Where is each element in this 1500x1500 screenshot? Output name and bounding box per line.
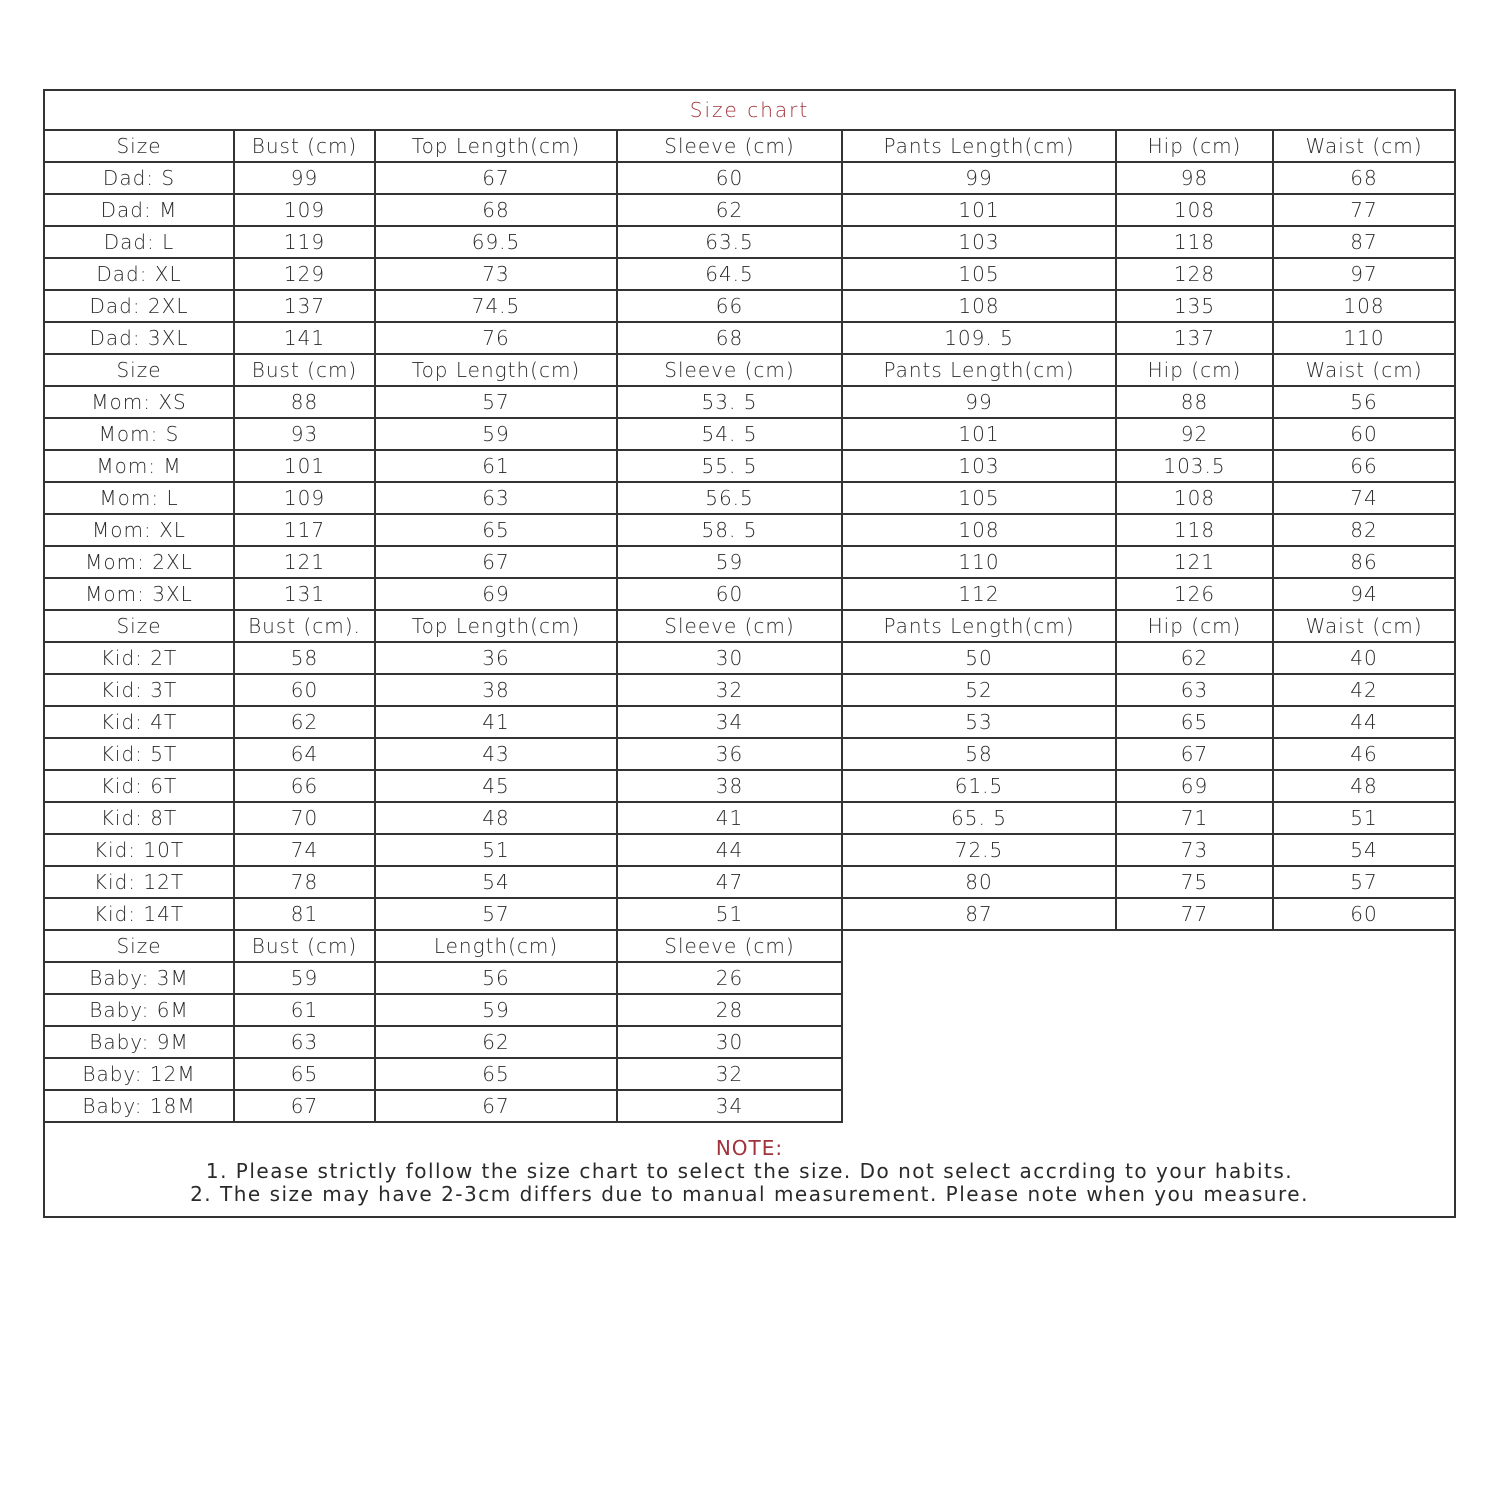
table-row bbox=[45, 194, 1454, 226]
measurement-cell: 69 bbox=[375, 578, 617, 610]
measurement-cell: 66 bbox=[1273, 450, 1454, 482]
measurement-cell: 52 bbox=[842, 674, 1116, 706]
measurement-cell: 62 bbox=[375, 1026, 617, 1058]
table-row bbox=[45, 514, 1454, 546]
measurement-cell: 72.5 bbox=[842, 834, 1116, 866]
measurement-cell: 118 bbox=[1116, 226, 1273, 258]
table-row bbox=[45, 706, 1454, 738]
size-label: Kid: 5T bbox=[45, 738, 234, 770]
measurement-cell: 57 bbox=[375, 386, 617, 418]
column-header: Bust (cm) bbox=[234, 930, 375, 962]
table-row bbox=[45, 578, 1454, 610]
measurement-cell: 65 bbox=[375, 514, 617, 546]
note-line-1: 1. Please strictly follow the size chart to select the size. Do not select accrding to your habits. bbox=[205, 1159, 1294, 1183]
column-header: Hip (cm) bbox=[1116, 130, 1273, 162]
measurement-cell: 59 bbox=[617, 546, 842, 578]
measurement-cell: 62 bbox=[234, 706, 375, 738]
measurement-cell: 108 bbox=[842, 290, 1116, 322]
measurement-cell: 58 bbox=[234, 642, 375, 674]
measurement-cell: 77 bbox=[1273, 194, 1454, 226]
measurement-cell: 92 bbox=[1116, 418, 1273, 450]
table-row bbox=[45, 866, 1454, 898]
measurement-cell: 88 bbox=[234, 386, 375, 418]
measurement-cell: 76 bbox=[375, 322, 617, 354]
size-label: Mom: M bbox=[45, 450, 234, 482]
size-label: Mom: XS bbox=[45, 386, 234, 418]
size-label: Dad: M bbox=[45, 194, 234, 226]
measurement-cell: 65 bbox=[1116, 706, 1273, 738]
measurement-cell: 44 bbox=[1273, 706, 1454, 738]
measurement-cell: 38 bbox=[375, 674, 617, 706]
measurement-cell: 58. 5 bbox=[617, 514, 842, 546]
measurement-cell: 67 bbox=[1116, 738, 1273, 770]
measurement-cell: 87 bbox=[1273, 226, 1454, 258]
column-header: Length(cm) bbox=[375, 930, 617, 962]
measurement-cell: 93 bbox=[234, 418, 375, 450]
table-row bbox=[45, 674, 1454, 706]
measurement-cell: 67 bbox=[375, 162, 617, 194]
measurement-cell: 62 bbox=[1116, 642, 1273, 674]
measurement-cell: 60 bbox=[1273, 418, 1454, 450]
measurement-cell: 60 bbox=[234, 674, 375, 706]
measurement-cell: 32 bbox=[617, 674, 842, 706]
measurement-cell: 103.5 bbox=[1116, 450, 1273, 482]
size-label: Baby: 3M bbox=[45, 962, 234, 994]
table-row bbox=[45, 418, 1454, 450]
measurement-cell: 109 bbox=[234, 482, 375, 514]
measurement-cell: 105 bbox=[842, 258, 1116, 290]
measurement-cell: 60 bbox=[1273, 898, 1454, 930]
measurement-cell: 86 bbox=[1273, 546, 1454, 578]
measurement-cell: 103 bbox=[842, 450, 1116, 482]
measurement-cell: 50 bbox=[842, 642, 1116, 674]
measurement-cell: 34 bbox=[617, 1090, 842, 1122]
column-header: Size bbox=[45, 354, 234, 386]
size-label: Kid: 14T bbox=[45, 898, 234, 930]
table-row bbox=[45, 770, 1454, 802]
measurement-cell: 74 bbox=[1273, 482, 1454, 514]
measurement-cell: 34 bbox=[617, 706, 842, 738]
column-header: Sleeve (cm) bbox=[617, 354, 842, 386]
measurement-cell: 54 bbox=[1273, 834, 1454, 866]
measurement-cell: 101 bbox=[842, 418, 1116, 450]
size-label: Dad: 3XL bbox=[45, 322, 234, 354]
measurement-cell: 112 bbox=[842, 578, 1116, 610]
measurement-cell: 63 bbox=[375, 482, 617, 514]
mom-header-row bbox=[45, 354, 1454, 386]
measurement-cell: 82 bbox=[1273, 514, 1454, 546]
measurement-cell: 57 bbox=[1273, 866, 1454, 898]
column-header: Sleeve (cm) bbox=[617, 130, 842, 162]
column-header: Top Length(cm) bbox=[375, 354, 617, 386]
measurement-cell: 65 bbox=[375, 1058, 617, 1090]
size-label: Mom: S bbox=[45, 418, 234, 450]
measurement-cell: 44 bbox=[617, 834, 842, 866]
measurement-cell: 58 bbox=[842, 738, 1116, 770]
table-row bbox=[45, 642, 1454, 674]
measurement-cell: 64.5 bbox=[617, 258, 842, 290]
measurement-cell: 70 bbox=[234, 802, 375, 834]
table-row bbox=[45, 162, 1454, 194]
column-header: Top Length(cm) bbox=[375, 610, 617, 642]
measurement-cell: 97 bbox=[1273, 258, 1454, 290]
measurement-cell: 63.5 bbox=[617, 226, 842, 258]
measurement-cell: 141 bbox=[234, 322, 375, 354]
measurement-cell: 47 bbox=[617, 866, 842, 898]
measurement-cell: 108 bbox=[1116, 194, 1273, 226]
measurement-cell: 103 bbox=[842, 226, 1116, 258]
measurement-cell: 53. 5 bbox=[617, 386, 842, 418]
empty-area bbox=[842, 930, 1454, 1122]
table-row bbox=[45, 258, 1454, 290]
measurement-cell: 99 bbox=[842, 386, 1116, 418]
size-label: Baby: 12M bbox=[45, 1058, 234, 1090]
column-header: Bust (cm). bbox=[234, 610, 375, 642]
column-header: Top Length(cm) bbox=[375, 130, 617, 162]
measurement-cell: 64 bbox=[234, 738, 375, 770]
measurement-cell: 109. 5 bbox=[842, 322, 1116, 354]
measurement-cell: 110 bbox=[842, 546, 1116, 578]
measurement-cell: 69.5 bbox=[375, 226, 617, 258]
size-label: Mom: L bbox=[45, 482, 234, 514]
measurement-cell: 135 bbox=[1116, 290, 1273, 322]
measurement-cell: 48 bbox=[375, 802, 617, 834]
measurement-cell: 36 bbox=[375, 642, 617, 674]
measurement-cell: 51 bbox=[375, 834, 617, 866]
column-header: Bust (cm) bbox=[234, 354, 375, 386]
measurement-cell: 30 bbox=[617, 642, 842, 674]
measurement-cell: 28 bbox=[617, 994, 842, 1026]
measurement-cell: 94 bbox=[1273, 578, 1454, 610]
column-header: Pants Length(cm) bbox=[842, 130, 1116, 162]
note-line-2: 2. The size may have 2-3cm differs due to manual measurement. Please note when you measure. bbox=[190, 1182, 1309, 1206]
column-header: Waist (cm) bbox=[1273, 130, 1454, 162]
measurement-cell: 73 bbox=[1116, 834, 1273, 866]
measurement-cell: 59 bbox=[375, 994, 617, 1026]
column-header: Size bbox=[45, 130, 234, 162]
measurement-cell: 67 bbox=[234, 1090, 375, 1122]
measurement-cell: 56 bbox=[375, 962, 617, 994]
measurement-cell: 60 bbox=[617, 162, 842, 194]
measurement-cell: 110 bbox=[1273, 322, 1454, 354]
measurement-cell: 26 bbox=[617, 962, 842, 994]
measurement-cell: 131 bbox=[234, 578, 375, 610]
table-row bbox=[45, 386, 1454, 418]
table-row bbox=[45, 802, 1454, 834]
measurement-cell: 43 bbox=[375, 738, 617, 770]
measurement-cell: 66 bbox=[617, 290, 842, 322]
measurement-cell: 137 bbox=[234, 290, 375, 322]
measurement-cell: 32 bbox=[617, 1058, 842, 1090]
measurement-cell: 78 bbox=[234, 866, 375, 898]
measurement-cell: 61.5 bbox=[842, 770, 1116, 802]
size-label: Mom: 3XL bbox=[45, 578, 234, 610]
measurement-cell: 46 bbox=[1273, 738, 1454, 770]
column-header: Size bbox=[45, 930, 234, 962]
measurement-cell: 129 bbox=[234, 258, 375, 290]
chart-title: Size chart bbox=[45, 91, 1454, 130]
size-label: Baby: 18M bbox=[45, 1090, 234, 1122]
measurement-cell: 65 bbox=[234, 1058, 375, 1090]
size-table bbox=[45, 91, 1454, 1123]
measurement-cell: 68 bbox=[617, 322, 842, 354]
measurement-cell: 118 bbox=[1116, 514, 1273, 546]
measurement-cell: 51 bbox=[1273, 802, 1454, 834]
size-label: Kid: 12T bbox=[45, 866, 234, 898]
measurement-cell: 54. 5 bbox=[617, 418, 842, 450]
measurement-cell: 41 bbox=[617, 802, 842, 834]
measurement-cell: 62 bbox=[617, 194, 842, 226]
measurement-cell: 101 bbox=[842, 194, 1116, 226]
measurement-cell: 56 bbox=[1273, 386, 1454, 418]
measurement-cell: 68 bbox=[375, 194, 617, 226]
size-label: Baby: 6M bbox=[45, 994, 234, 1026]
table-row bbox=[45, 834, 1454, 866]
size-label: Mom: XL bbox=[45, 514, 234, 546]
measurement-cell: 71 bbox=[1116, 802, 1273, 834]
measurement-cell: 74 bbox=[234, 834, 375, 866]
column-header: Hip (cm) bbox=[1116, 610, 1273, 642]
measurement-cell: 42 bbox=[1273, 674, 1454, 706]
measurement-cell: 40 bbox=[1273, 642, 1454, 674]
baby-header-row bbox=[45, 930, 1454, 962]
measurement-cell: 48 bbox=[1273, 770, 1454, 802]
size-label: Dad: 2XL bbox=[45, 290, 234, 322]
measurement-cell: 59 bbox=[375, 418, 617, 450]
measurement-cell: 128 bbox=[1116, 258, 1273, 290]
measurement-cell: 80 bbox=[842, 866, 1116, 898]
size-label: Kid: 2T bbox=[45, 642, 234, 674]
size-label: Baby: 9M bbox=[45, 1026, 234, 1058]
size-label: Mom: 2XL bbox=[45, 546, 234, 578]
table-row bbox=[45, 898, 1454, 930]
size-label: Dad: L bbox=[45, 226, 234, 258]
table-row bbox=[45, 482, 1454, 514]
measurement-cell: 69 bbox=[1116, 770, 1273, 802]
measurement-cell: 41 bbox=[375, 706, 617, 738]
measurement-cell: 59 bbox=[234, 962, 375, 994]
measurement-cell: 45 bbox=[375, 770, 617, 802]
measurement-cell: 51 bbox=[617, 898, 842, 930]
column-header: Waist (cm) bbox=[1273, 354, 1454, 386]
measurement-cell: 108 bbox=[842, 514, 1116, 546]
measurement-cell: 74.5 bbox=[375, 290, 617, 322]
note-section bbox=[45, 1123, 1454, 1216]
column-header: Sleeve (cm) bbox=[617, 610, 842, 642]
measurement-cell: 88 bbox=[1116, 386, 1273, 418]
measurement-cell: 63 bbox=[1116, 674, 1273, 706]
measurement-cell: 65. 5 bbox=[842, 802, 1116, 834]
measurement-cell: 99 bbox=[842, 162, 1116, 194]
measurement-cell: 81 bbox=[234, 898, 375, 930]
measurement-cell: 63 bbox=[234, 1026, 375, 1058]
measurement-cell: 99 bbox=[234, 162, 375, 194]
column-header: Sleeve (cm) bbox=[617, 930, 842, 962]
kid-header-row bbox=[45, 610, 1454, 642]
size-chart bbox=[43, 89, 1456, 1218]
size-label: Kid: 4T bbox=[45, 706, 234, 738]
size-label: Dad: S bbox=[45, 162, 234, 194]
measurement-cell: 55. 5 bbox=[617, 450, 842, 482]
size-label: Kid: 6T bbox=[45, 770, 234, 802]
table-row bbox=[45, 322, 1454, 354]
title-row bbox=[45, 91, 1454, 130]
column-header: Hip (cm) bbox=[1116, 354, 1273, 386]
measurement-cell: 73 bbox=[375, 258, 617, 290]
size-label: Dad: XL bbox=[45, 258, 234, 290]
measurement-cell: 117 bbox=[234, 514, 375, 546]
measurement-cell: 61 bbox=[375, 450, 617, 482]
measurement-cell: 67 bbox=[375, 546, 617, 578]
measurement-cell: 109 bbox=[234, 194, 375, 226]
dad-header-row bbox=[45, 130, 1454, 162]
column-header: Bust (cm) bbox=[234, 130, 375, 162]
measurement-cell: 36 bbox=[617, 738, 842, 770]
measurement-cell: 87 bbox=[842, 898, 1116, 930]
size-label: Kid: 3T bbox=[45, 674, 234, 706]
measurement-cell: 53 bbox=[842, 706, 1116, 738]
measurement-cell: 121 bbox=[234, 546, 375, 578]
measurement-cell: 56.5 bbox=[617, 482, 842, 514]
column-header: Pants Length(cm) bbox=[842, 610, 1116, 642]
measurement-cell: 54 bbox=[375, 866, 617, 898]
measurement-cell: 137 bbox=[1116, 322, 1273, 354]
measurement-cell: 75 bbox=[1116, 866, 1273, 898]
measurement-cell: 119 bbox=[234, 226, 375, 258]
measurement-cell: 30 bbox=[617, 1026, 842, 1058]
size-label: Kid: 10T bbox=[45, 834, 234, 866]
measurement-cell: 61 bbox=[234, 994, 375, 1026]
table-row bbox=[45, 450, 1454, 482]
measurement-cell: 108 bbox=[1273, 290, 1454, 322]
column-header: Size bbox=[45, 610, 234, 642]
measurement-cell: 57 bbox=[375, 898, 617, 930]
table-row bbox=[45, 546, 1454, 578]
measurement-cell: 126 bbox=[1116, 578, 1273, 610]
measurement-cell: 105 bbox=[842, 482, 1116, 514]
size-label: Kid: 8T bbox=[45, 802, 234, 834]
measurement-cell: 66 bbox=[234, 770, 375, 802]
measurement-cell: 121 bbox=[1116, 546, 1273, 578]
measurement-cell: 108 bbox=[1116, 482, 1273, 514]
column-header: Pants Length(cm) bbox=[842, 354, 1116, 386]
note-title: NOTE: bbox=[715, 1136, 784, 1160]
measurement-cell: 77 bbox=[1116, 898, 1273, 930]
measurement-cell: 60 bbox=[617, 578, 842, 610]
measurement-cell: 101 bbox=[234, 450, 375, 482]
measurement-cell: 38 bbox=[617, 770, 842, 802]
table-row bbox=[45, 226, 1454, 258]
measurement-cell: 67 bbox=[375, 1090, 617, 1122]
measurement-cell: 98 bbox=[1116, 162, 1273, 194]
column-header: Waist (cm) bbox=[1273, 610, 1454, 642]
measurement-cell: 68 bbox=[1273, 162, 1454, 194]
table-row bbox=[45, 290, 1454, 322]
table-row bbox=[45, 738, 1454, 770]
